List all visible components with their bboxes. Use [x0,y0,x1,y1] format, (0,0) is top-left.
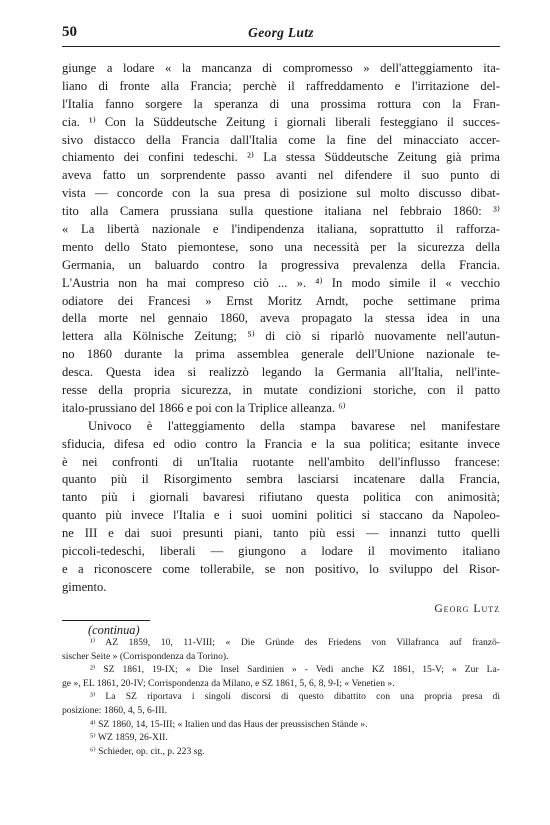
body-line: tito alla Camera prussiana sulla questione italiana nel febbraio 1860: ³⁾ [62,204,500,219]
body-line: vista — concorde con la sua presa di posizione sul molto discusso dibat- [62,186,500,201]
body-line: ne III e dai suoi presunti piani, tanto più essi — innanzi tutto quelli [62,526,500,541]
body-line: L'Austria non ha mai compreso ciò ... ». ⁴⁾ In modo simile il « vecchio [62,275,500,290]
body-line: « La libertà nazionale e l'indipendenza italiana, soprattutto il rafforza- [62,222,500,237]
footnote-line: ¹⁾ AZ 1859, 10, 11-VIII; « Die Gründe des Friedens von Villafranca auf franzö- [90,637,500,648]
footnote-line: posizione: 1860, 4, 5, 6-III. [62,704,167,716]
body-text [62,60,500,641]
body-line: liano di fronte alla Francia; perchè il raffreddamento e l'irritazione del- [62,78,500,93]
body-line: è nei confronti di un'Italia ruotante nell'ambito dell'influsso francese: [62,454,500,469]
body-line: no 1860 durante la prima assemblea generale dell'Unione nazionale te- [62,347,500,362]
body-line: e a riconoscere come tollerabile, se non positivo, lo sviluppo del Risor- [62,561,500,576]
body-line: gimento. [62,579,107,594]
running-head: Georg Lutz [248,25,314,40]
body-line: piccoli-tedeschi, liberali — giungono a lodare il movimento italiano [62,544,500,559]
body-line: cia. ¹⁾ Con la Süddeutsche Zeitung i giornali liberali festeggiano il succes- [62,114,500,129]
footnote-line: ge », EL 1861, 20-IV; Corrispondenza da Milano, e SZ 1861, 5, 6, 8, 9-I; « Venetien ». [62,677,395,689]
body-line: resse della propria sicurezza, in mutate condizioni storiche, con il patto [62,383,500,398]
body-line: Univoco è l'atteggiamento della stampa bavarese nel manifestare [88,418,500,433]
body-line: quanto più invece l'Italia e i suoi uomini politici si staccano da Napoleo- [62,508,500,523]
author-signature: Georg Lutz [434,601,500,615]
page-number: 50 [62,24,77,40]
page-header [62,24,500,46]
body-line: tanto più i giornali bavaresi rifiutano questa politica con animosità; [62,490,500,505]
footnote-line: ⁶⁾ Schieder, op. cit., p. 223 sg. [90,745,205,757]
footnote-line: ⁴⁾ SZ 1860, 14, 15-III; « Italien und das Haus der preussischen Stände ». [90,718,368,730]
footnote-line: ³⁾ La SZ riportava i singoli discorsi di questo dibattito con una propria presa di [90,691,500,703]
body-line: sfiducia, difesa ed odio contro la Francia e la sua politica; esitante invece [62,436,500,451]
body-line: sivo distacco della Francia dall'Italia come la fine del minacciato accer- [62,132,500,147]
body-line: aveva fatto un sorprendente passo avanti nel difendere il suo punto di [62,168,500,183]
continued-note: (continua) [88,622,140,637]
body-line: quanto più il Risorgimento sembra lasciarsi incatenare dalla Francia, [62,472,500,487]
body-line: giunge a lodare « la mancanza di compromesso » dell'atteggiamento ita- [62,61,500,75]
footnote-line: sischer Seite » (Corrispondenza da Torino). [62,650,229,662]
body-line: desca. Questa idea si realizzò legando la Germania all'Italia, nell'inte- [62,365,500,380]
footnotes [62,636,500,758]
footnote-rule [62,620,150,621]
body-line: mento dello Stato piemontese, sono una necessità per la sicurezza della [62,239,500,254]
body-line: odiatore dei Francesi » Ernst Moritz Arndt, poche settimane prima [62,293,500,308]
body-line: chiamento dei confini tedeschi. ²⁾ La stessa Süddeutsche Zeitung già prima [62,150,500,165]
body-line: Germania, un baluardo contro la progressiva prevalenza della Francia. [62,257,500,272]
footnote-line: ⁵⁾ WZ 1859, 26-XII. [90,732,168,744]
header-rule [62,46,500,47]
body-line: italo-prussiano del 1866 e poi con la Triplice alleanza. ⁶⁾ [62,400,346,415]
body-line: della morte nel gennaio 1860, aveva propagato la stessa idea in una [62,311,500,326]
body-line: lettera alla Kölnische Zeitung; ⁵⁾ di ciò si riparlò nuovamente nell'autun- [62,329,500,344]
footnote-line: ²⁾ SZ 1861, 19-IX; « Die Insel Sardinien » - Vedi anche KZ 1861, 15-V; « Zur La- [90,664,500,676]
body-line: l'Italia fanno sorgere la speranza di una prossima rottura con la Fran- [62,96,500,111]
